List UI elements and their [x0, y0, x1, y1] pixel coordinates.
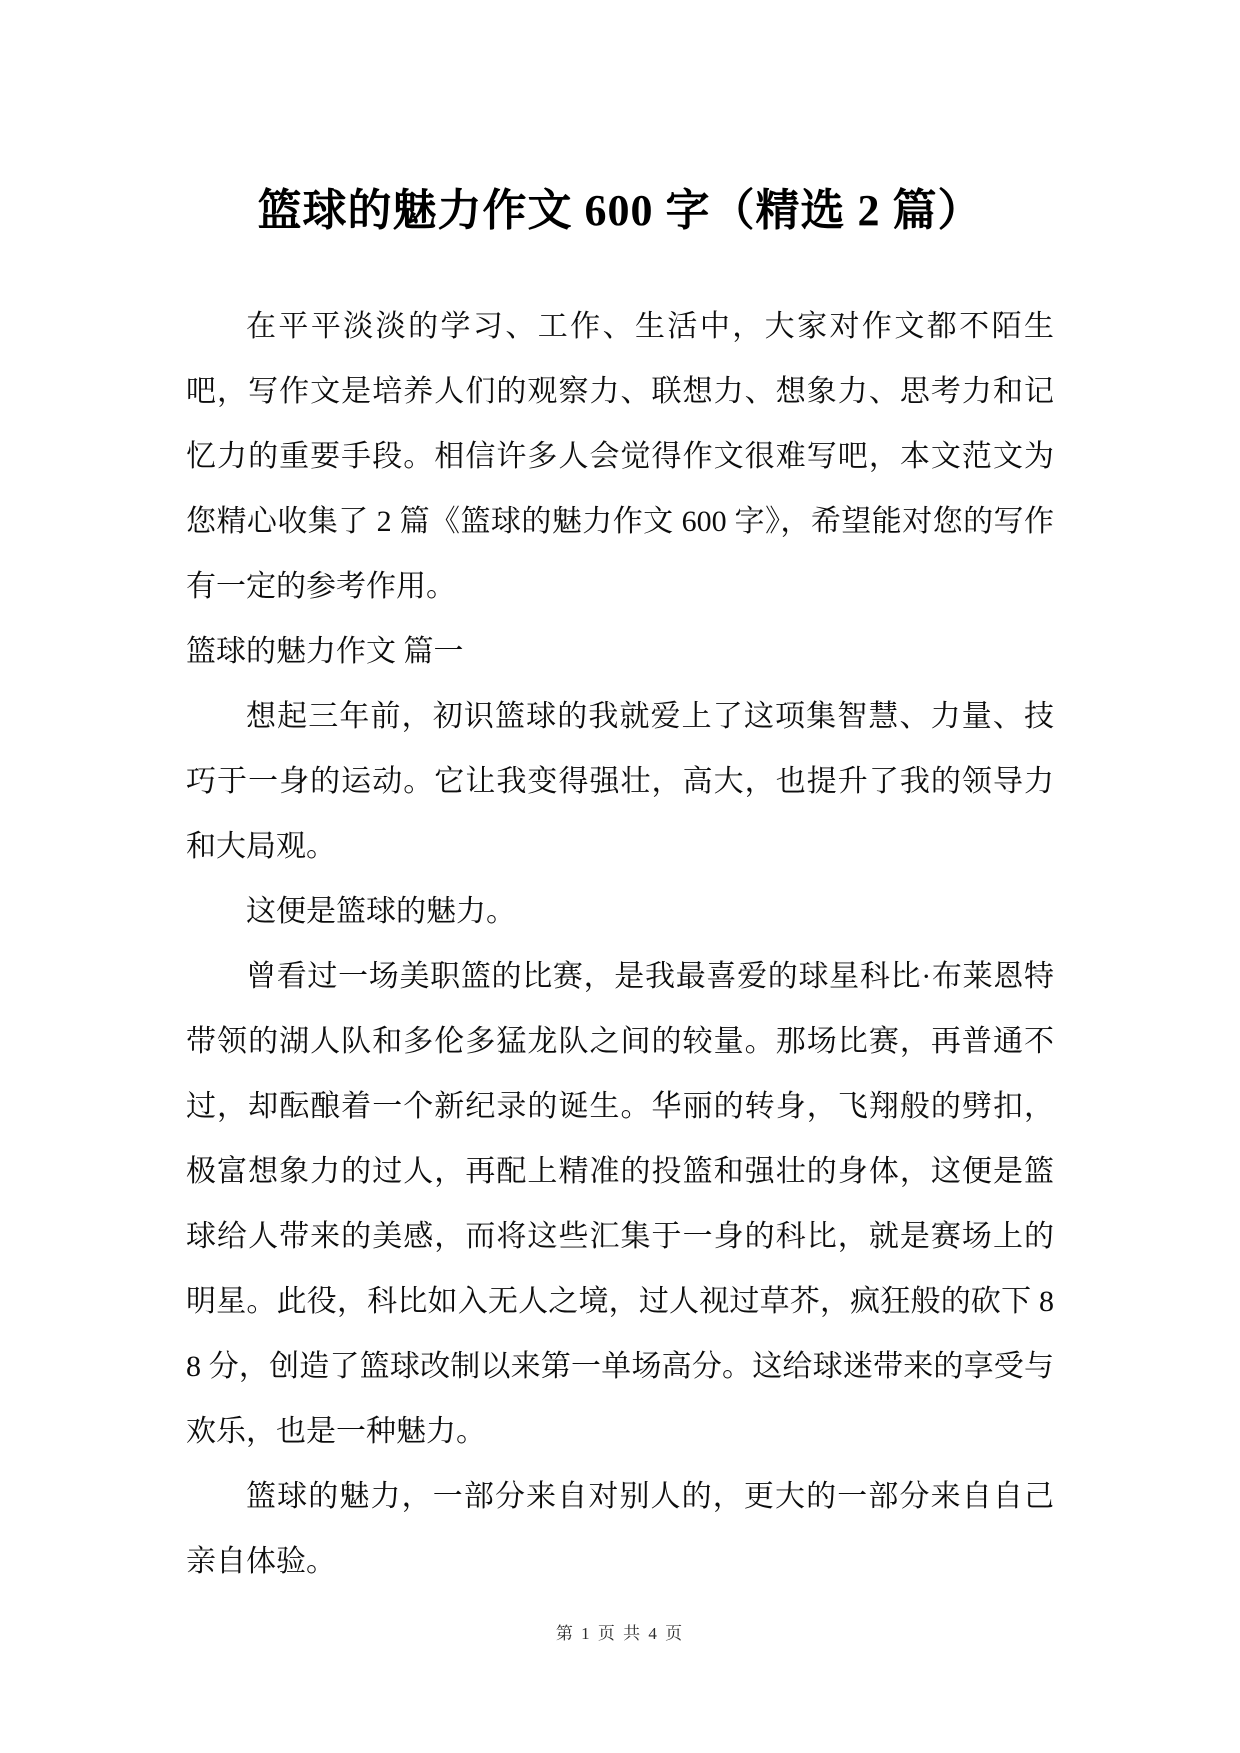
paragraph-first-meeting: 想起三年前，初识篮球的我就爱上了这项集智慧、力量、技巧于一身的运动。它让我变得强壮，高大，也提升了我的领导力和大局观。	[186, 700, 1054, 863]
document-title: 篮球的魅力作文 600 字（精选 2 篇）	[257, 186, 983, 235]
section-heading-essay-one: 篮球的魅力作文 篇一	[186, 635, 464, 668]
paragraph-nba-game: 曾看过一场美职篮的比赛，是我最喜爱的球星科比·布莱恩特带领的湖人队和多伦多猛龙队之间的较量。那场比赛，再普通不过，却酝酿着一个新纪录的诞生。华丽的转身，飞翔般的劈扣，极富想象力的过人，再配上精准的投篮和强壮的身体，这便是篮球给人带来的美感，而将这些汇集于一身的科比，就是赛场上的明星。此役，科比如入无人之境，过人视过草芥，疯狂般的砍下 88 分，创造了篮球改制以来第一单场高分。这给球迷带来的享受与欢乐，也是一种魅力。	[186, 960, 1054, 1448]
paragraph-personal-experience: 篮球的魅力，一部分来自对别人的，更大的一部分来自自己亲自体验。	[186, 1480, 1054, 1578]
document-content	[186, 0, 1054, 1594]
page-number-footer: 第 1 页 共 4 页	[555, 1624, 685, 1643]
paragraph-charm-statement: 这便是篮球的魅力。	[246, 895, 516, 928]
paragraph-intro: 在平平淡淡的学习、工作、生活中，大家对作文都不陌生吧，写作文是培养人们的观察力、联想力、想象力、思考力和记忆力的重要手段。相信许多人会觉得作文很难写吧，本文范文为您精心收集了 2 篇《篮球的魅力作文 600 字》，希望能对您的写作有一定的参考作用。	[186, 310, 1054, 603]
document-body	[186, 294, 1054, 1594]
